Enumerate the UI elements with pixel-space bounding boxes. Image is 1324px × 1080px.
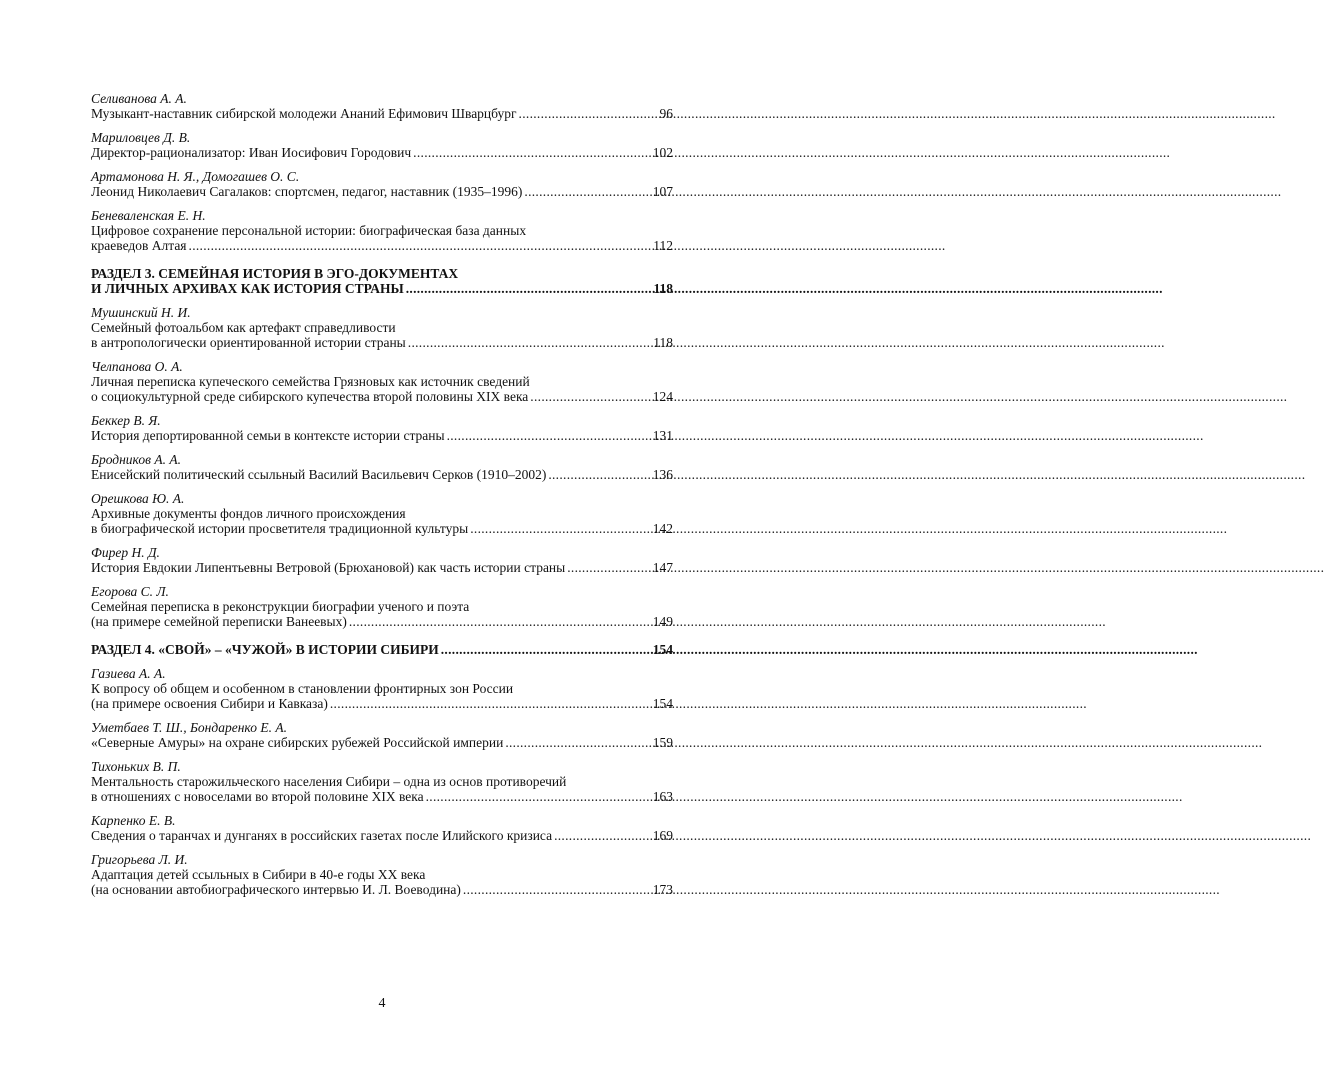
entry-author: Карпенко Е. В. <box>91 813 176 828</box>
toc-entry <box>91 759 673 804</box>
entry-page-number: 147 <box>652 560 673 575</box>
entry-title-last-line <box>91 735 673 750</box>
entry-title-last-line <box>91 389 673 404</box>
entry-author: Селиванова А. А. <box>91 91 187 106</box>
toc-entry <box>91 545 673 575</box>
toc-entries-part-3 <box>91 666 673 897</box>
entry-page-number: 107 <box>652 184 673 199</box>
entry-author: Уметбаев Т. Ш., Бондаренко Е. А. <box>91 720 287 735</box>
entry-title-text: Леонид Николаевич Сагалаков: спортсмен, педагог, наставник (1935–1996) <box>91 184 523 199</box>
toc-entry <box>91 359 673 404</box>
dot-leader <box>505 735 650 750</box>
entry-title-text: в антропологически ориентированной истории страны <box>91 335 406 350</box>
entry-title-last-line <box>91 789 673 804</box>
dot-leader <box>408 335 651 350</box>
entry-author: Мушинский Н. И. <box>91 305 191 320</box>
entry-page-number: 124 <box>652 389 673 404</box>
dot-leader <box>519 106 658 121</box>
dot-leader <box>470 521 651 536</box>
section-page-number: 118 <box>653 281 673 296</box>
entry-title-text: История депортированной семьи в контексте истории страны <box>91 428 445 443</box>
dot-leader <box>413 145 651 160</box>
section-title-last-line <box>91 642 673 657</box>
toc-entry <box>91 169 673 199</box>
entry-author: Беккер В. Я. <box>91 413 161 428</box>
dot-leader <box>567 560 651 575</box>
entry-title-last-line <box>91 696 673 711</box>
entry-title-last-line <box>91 428 673 443</box>
entry-title-text: «Северные Амуры» на охране сибирских рубежей Российской империи <box>91 735 504 750</box>
entry-title-line: Семейная переписка в реконструкции биографии ученого и поэта <box>91 599 470 614</box>
entry-title-text: Сведения о таранчах и дунганях в российских газетах после Илийского кризиса <box>91 828 553 843</box>
entry-title-last-line <box>91 521 673 536</box>
dot-leader <box>447 428 651 443</box>
entry-page-number: 112 <box>653 238 673 253</box>
entry-title-last-line <box>91 828 673 843</box>
entry-title-line: Личная переписка купеческого семейства Грязновых как источник сведений <box>91 374 530 389</box>
toc-entry <box>91 666 673 711</box>
entry-title-text: (на примере семейной переписки Ванеевых) <box>91 614 347 629</box>
entry-page-number: 159 <box>652 735 673 750</box>
section-title-last-line <box>91 281 673 296</box>
dot-leader <box>530 389 650 404</box>
entry-title-text: о социокультурной среде сибирского купечества второй половины XIX века <box>91 389 529 404</box>
entry-title-text: краеведов Алтая <box>91 238 187 253</box>
entry-page-number: 118 <box>653 335 673 350</box>
entry-title-text: Директор-рационализатор: Иван Иосифович Городович <box>91 145 412 160</box>
dot-leader <box>441 642 651 657</box>
toc-entry <box>91 305 673 350</box>
entry-author: Фирер Н. Д. <box>91 545 160 560</box>
toc-entry <box>91 91 673 121</box>
entry-title-line: Семейный фотоальбом как артефакт справедливости <box>91 320 396 335</box>
toc-entry <box>91 452 673 482</box>
toc-entry <box>91 491 673 536</box>
entry-title-line: Цифровое сохранение персональной истории: биографическая база данных <box>91 223 527 238</box>
entry-title-last-line <box>91 335 673 350</box>
page-number: 4 <box>378 996 386 1011</box>
entry-author: Григорьева Л. И. <box>91 852 188 867</box>
entry-title-text: (на примере освоения Сибири и Кавказа) <box>91 696 328 711</box>
entry-page-number: 136 <box>652 467 673 482</box>
entry-title-last-line <box>91 106 673 121</box>
section-title-line: РАЗДЕЛ 3. СЕМЕЙНАЯ ИСТОРИЯ В ЭГО-ДОКУМЕНТАХ <box>91 266 459 281</box>
dot-leader <box>330 696 651 711</box>
dot-leader <box>548 467 650 482</box>
dot-leader <box>426 789 651 804</box>
entry-title-last-line <box>91 614 673 629</box>
entry-title-last-line <box>91 560 673 575</box>
toc-entry <box>91 584 673 629</box>
entry-author: Орешкова Ю. А. <box>91 491 185 506</box>
entry-title-text: Музыкант-наставник сибирской молодежи Ананий Ефимович Шварцбург <box>91 106 517 121</box>
entry-title-line: К вопросу об общем и особенном в становлении фронтирных зон России <box>91 681 514 696</box>
entry-title-last-line <box>91 882 673 897</box>
dot-leader <box>524 184 650 199</box>
entry-title-text: (на основании автобиографического интервью И. Л. Воеводина) <box>91 882 461 897</box>
entry-title-last-line <box>91 238 673 253</box>
toc-entry <box>91 413 673 443</box>
dot-leader <box>189 238 652 253</box>
entry-title-text: История Евдокии Липентьевны Ветровой (Брюхановой) как часть истории страны <box>91 560 566 575</box>
entry-page-number: 96 <box>659 106 673 121</box>
toc-entries-part-1 <box>91 91 673 253</box>
entry-page-number: 102 <box>652 145 673 160</box>
entry-page-number: 149 <box>652 614 673 629</box>
entry-page-number: 142 <box>652 521 673 536</box>
toc-entries-part-2 <box>91 305 673 629</box>
dot-leader <box>406 281 652 296</box>
table-of-contents <box>91 91 673 906</box>
toc-entry <box>91 813 673 843</box>
entry-author: Бродников А. А. <box>91 452 181 467</box>
entry-title-last-line <box>91 145 673 160</box>
entry-author: Газиева А. А. <box>91 666 166 681</box>
entry-author: Челпанова О. А. <box>91 359 183 374</box>
entry-page-number: 163 <box>652 789 673 804</box>
entry-author: Артамонова Н. Я., Домогашев О. С. <box>91 169 300 184</box>
entry-page-number: 173 <box>652 882 673 897</box>
section-page-number: 154 <box>652 642 673 657</box>
toc-entry <box>91 720 673 750</box>
entry-title-line: Ментальность старожильческого населения Сибири – одна из основ противоречий <box>91 774 567 789</box>
section-3-heading <box>91 266 673 296</box>
dot-leader <box>554 828 651 843</box>
dot-leader <box>349 614 651 629</box>
section-title-text: И ЛИЧНЫХ АРХИВАХ КАК ИСТОРИЯ СТРАНЫ <box>91 281 404 296</box>
entry-page-number: 169 <box>652 828 673 843</box>
dot-leader <box>463 882 651 897</box>
entry-author: Беневаленская Е. Н. <box>91 208 206 223</box>
entry-title-text: в отношениях с новоселами во второй половине XIX века <box>91 789 424 804</box>
entry-author: Тихоньких В. П. <box>91 759 181 774</box>
section-title-text: РАЗДЕЛ 4. «СВОЙ» – «ЧУЖОЙ» В ИСТОРИИ СИБИРИ <box>91 642 439 657</box>
entry-title-last-line <box>91 467 673 482</box>
toc-entry <box>91 208 673 253</box>
entry-author: Мариловцев Д. В. <box>91 130 191 145</box>
entry-title-text: в биографической истории просветителя традиционной культуры <box>91 521 469 536</box>
entry-title-text: Енисейский политический ссыльный Василий Васильевич Серков (1910–2002) <box>91 467 547 482</box>
entry-author: Егорова С. Л. <box>91 584 169 599</box>
entry-title-line: Архивные документы фондов личного происхождения <box>91 506 406 521</box>
toc-entry <box>91 852 673 897</box>
entry-title-last-line <box>91 184 673 199</box>
entry-title-line: Адаптация детей ссыльных в Сибири в 40-е годы XX века <box>91 867 426 882</box>
section-4-heading <box>91 642 673 657</box>
entry-page-number: 154 <box>652 696 673 711</box>
entry-page-number: 131 <box>652 428 673 443</box>
toc-entry <box>91 130 673 160</box>
